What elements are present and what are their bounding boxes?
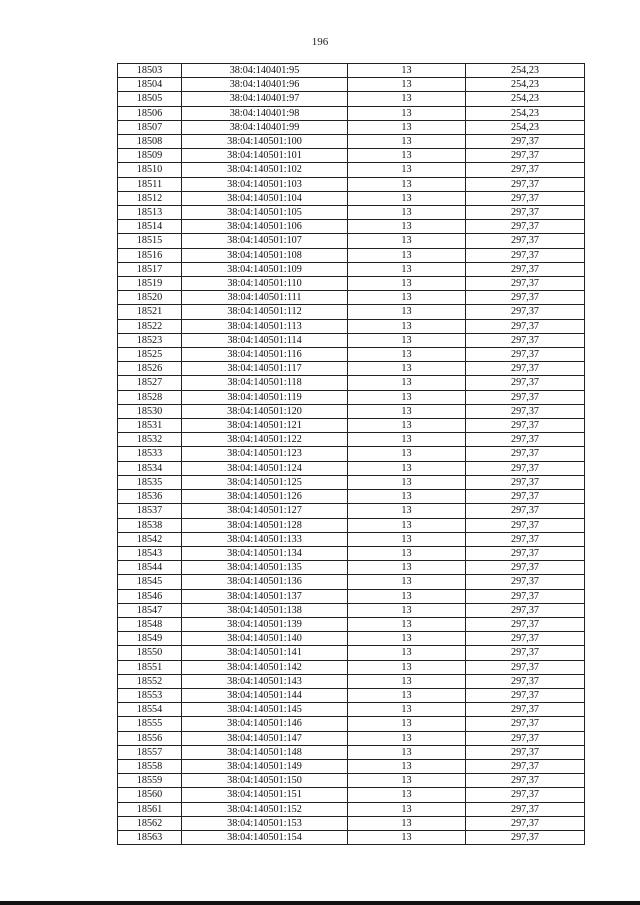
value-cell: 254,23 bbox=[466, 92, 585, 106]
table-row bbox=[118, 561, 585, 575]
table-row bbox=[118, 688, 585, 702]
cadastral-number-cell: 38:04:140401:99 bbox=[182, 120, 348, 134]
value-cell: 297,37 bbox=[466, 759, 585, 773]
row-number-cell: 18557 bbox=[118, 745, 182, 759]
cadastral-number-cell: 38:04:140501:137 bbox=[182, 589, 348, 603]
row-number-cell: 18555 bbox=[118, 717, 182, 731]
value-cell: 297,37 bbox=[466, 674, 585, 688]
table-row bbox=[118, 106, 585, 120]
code-cell: 13 bbox=[348, 234, 466, 248]
row-number-cell: 18509 bbox=[118, 149, 182, 163]
table-row bbox=[118, 731, 585, 745]
value-cell: 297,37 bbox=[466, 632, 585, 646]
table-row bbox=[118, 475, 585, 489]
value-cell: 297,37 bbox=[466, 376, 585, 390]
cadastral-number-cell: 38:04:140501:107 bbox=[182, 234, 348, 248]
code-cell: 13 bbox=[348, 248, 466, 262]
value-cell: 297,37 bbox=[466, 646, 585, 660]
code-cell: 13 bbox=[348, 447, 466, 461]
code-cell: 13 bbox=[348, 419, 466, 433]
row-number-cell: 18527 bbox=[118, 376, 182, 390]
cadastral-number-cell: 38:04:140501:106 bbox=[182, 220, 348, 234]
cadastral-number-cell: 38:04:140501:140 bbox=[182, 632, 348, 646]
value-cell: 254,23 bbox=[466, 78, 585, 92]
table-row bbox=[118, 390, 585, 404]
code-cell: 13 bbox=[348, 220, 466, 234]
cadastral-number-cell: 38:04:140501:112 bbox=[182, 305, 348, 319]
cadastral-number-cell: 38:04:140501:117 bbox=[182, 362, 348, 376]
row-number-cell: 18510 bbox=[118, 163, 182, 177]
table-row bbox=[118, 830, 585, 844]
table-row bbox=[118, 177, 585, 191]
table-row bbox=[118, 504, 585, 518]
code-cell: 13 bbox=[348, 830, 466, 844]
cadastral-number-cell: 38:04:140501:125 bbox=[182, 475, 348, 489]
cadastral-number-cell: 38:04:140501:124 bbox=[182, 461, 348, 475]
row-number-cell: 18544 bbox=[118, 561, 182, 575]
table-row bbox=[118, 816, 585, 830]
value-cell: 297,37 bbox=[466, 191, 585, 205]
row-number-cell: 18545 bbox=[118, 575, 182, 589]
row-number-cell: 18531 bbox=[118, 419, 182, 433]
code-cell: 13 bbox=[348, 106, 466, 120]
row-number-cell: 18515 bbox=[118, 234, 182, 248]
cadastral-number-cell: 38:04:140501:142 bbox=[182, 660, 348, 674]
table-row bbox=[118, 461, 585, 475]
code-cell: 13 bbox=[348, 660, 466, 674]
row-number-cell: 18551 bbox=[118, 660, 182, 674]
code-cell: 13 bbox=[348, 206, 466, 220]
code-cell: 13 bbox=[348, 674, 466, 688]
code-cell: 13 bbox=[348, 333, 466, 347]
table-row bbox=[118, 262, 585, 276]
row-number-cell: 18562 bbox=[118, 816, 182, 830]
cadastral-number-cell: 38:04:140501:103 bbox=[182, 177, 348, 191]
cadastral-number-cell: 38:04:140401:98 bbox=[182, 106, 348, 120]
code-cell: 13 bbox=[348, 688, 466, 702]
row-number-cell: 18520 bbox=[118, 291, 182, 305]
code-cell: 13 bbox=[348, 305, 466, 319]
cadastral-number-cell: 38:04:140401:97 bbox=[182, 92, 348, 106]
table-row bbox=[118, 802, 585, 816]
value-cell: 297,37 bbox=[466, 149, 585, 163]
code-cell: 13 bbox=[348, 191, 466, 205]
row-number-cell: 18507 bbox=[118, 120, 182, 134]
table-row bbox=[118, 490, 585, 504]
value-cell: 297,37 bbox=[466, 745, 585, 759]
code-cell: 13 bbox=[348, 816, 466, 830]
code-cell: 13 bbox=[348, 120, 466, 134]
value-cell: 297,37 bbox=[466, 333, 585, 347]
value-cell: 297,37 bbox=[466, 532, 585, 546]
value-cell: 297,37 bbox=[466, 135, 585, 149]
code-cell: 13 bbox=[348, 461, 466, 475]
cadastral-number-cell: 38:04:140501:135 bbox=[182, 561, 348, 575]
code-cell: 13 bbox=[348, 802, 466, 816]
value-cell: 297,37 bbox=[466, 788, 585, 802]
value-cell: 254,23 bbox=[466, 120, 585, 134]
row-number-cell: 18547 bbox=[118, 603, 182, 617]
row-number-cell: 18543 bbox=[118, 546, 182, 560]
table-row bbox=[118, 717, 585, 731]
table-row bbox=[118, 135, 585, 149]
value-cell: 297,37 bbox=[466, 248, 585, 262]
cadastral-number-cell: 38:04:140501:118 bbox=[182, 376, 348, 390]
table-row bbox=[118, 305, 585, 319]
cadastral-number-cell: 38:04:140501:147 bbox=[182, 731, 348, 745]
value-cell: 297,37 bbox=[466, 404, 585, 418]
value-cell: 297,37 bbox=[466, 206, 585, 220]
row-number-cell: 18563 bbox=[118, 830, 182, 844]
row-number-cell: 18533 bbox=[118, 447, 182, 461]
table-row bbox=[118, 362, 585, 376]
registry-table-body bbox=[118, 64, 585, 845]
value-cell: 297,37 bbox=[466, 617, 585, 631]
row-number-cell: 18519 bbox=[118, 277, 182, 291]
cadastral-number-cell: 38:04:140501:104 bbox=[182, 191, 348, 205]
table-row bbox=[118, 319, 585, 333]
code-cell: 13 bbox=[348, 788, 466, 802]
row-number-cell: 18556 bbox=[118, 731, 182, 745]
table-row bbox=[118, 163, 585, 177]
code-cell: 13 bbox=[348, 646, 466, 660]
table-row bbox=[118, 64, 585, 78]
table-row bbox=[118, 518, 585, 532]
value-cell: 297,37 bbox=[466, 163, 585, 177]
cadastral-number-cell: 38:04:140501:136 bbox=[182, 575, 348, 589]
code-cell: 13 bbox=[348, 703, 466, 717]
code-cell: 13 bbox=[348, 490, 466, 504]
scan-bottom-edge bbox=[0, 901, 640, 905]
value-cell: 297,37 bbox=[466, 177, 585, 191]
value-cell: 297,37 bbox=[466, 319, 585, 333]
cadastral-number-cell: 38:04:140501:145 bbox=[182, 703, 348, 717]
row-number-cell: 18537 bbox=[118, 504, 182, 518]
row-number-cell: 18542 bbox=[118, 532, 182, 546]
code-cell: 13 bbox=[348, 603, 466, 617]
table-row bbox=[118, 546, 585, 560]
row-number-cell: 18516 bbox=[118, 248, 182, 262]
value-cell: 297,37 bbox=[466, 575, 585, 589]
table-row bbox=[118, 120, 585, 134]
row-number-cell: 18558 bbox=[118, 759, 182, 773]
cadastral-number-cell: 38:04:140501:102 bbox=[182, 163, 348, 177]
row-number-cell: 18526 bbox=[118, 362, 182, 376]
table-row bbox=[118, 774, 585, 788]
table-row bbox=[118, 404, 585, 418]
code-cell: 13 bbox=[348, 64, 466, 78]
table-row bbox=[118, 660, 585, 674]
value-cell: 297,37 bbox=[466, 816, 585, 830]
value-cell: 254,23 bbox=[466, 106, 585, 120]
row-number-cell: 18530 bbox=[118, 404, 182, 418]
code-cell: 13 bbox=[348, 135, 466, 149]
value-cell: 297,37 bbox=[466, 830, 585, 844]
cadastral-number-cell: 38:04:140501:105 bbox=[182, 206, 348, 220]
value-cell: 297,37 bbox=[466, 546, 585, 560]
cadastral-number-cell: 38:04:140501:122 bbox=[182, 433, 348, 447]
code-cell: 13 bbox=[348, 759, 466, 773]
row-number-cell: 18517 bbox=[118, 262, 182, 276]
table-row bbox=[118, 788, 585, 802]
table-row bbox=[118, 149, 585, 163]
code-cell: 13 bbox=[348, 163, 466, 177]
table-row bbox=[118, 220, 585, 234]
table-row bbox=[118, 419, 585, 433]
value-cell: 297,37 bbox=[466, 447, 585, 461]
value-cell: 297,37 bbox=[466, 291, 585, 305]
row-number-cell: 18561 bbox=[118, 802, 182, 816]
table-row bbox=[118, 92, 585, 106]
code-cell: 13 bbox=[348, 774, 466, 788]
cadastral-number-cell: 38:04:140501:126 bbox=[182, 490, 348, 504]
table-row bbox=[118, 191, 585, 205]
value-cell: 297,37 bbox=[466, 262, 585, 276]
cadastral-number-cell: 38:04:140501:111 bbox=[182, 291, 348, 305]
value-cell: 254,23 bbox=[466, 64, 585, 78]
row-number-cell: 18503 bbox=[118, 64, 182, 78]
value-cell: 297,37 bbox=[466, 220, 585, 234]
code-cell: 13 bbox=[348, 319, 466, 333]
cadastral-number-cell: 38:04:140501:153 bbox=[182, 816, 348, 830]
cadastral-number-cell: 38:04:140501:134 bbox=[182, 546, 348, 560]
code-cell: 13 bbox=[348, 731, 466, 745]
value-cell: 297,37 bbox=[466, 731, 585, 745]
page-number: 196 bbox=[311, 36, 329, 48]
row-number-cell: 18514 bbox=[118, 220, 182, 234]
cadastral-number-cell: 38:04:140501:141 bbox=[182, 646, 348, 660]
code-cell: 13 bbox=[348, 390, 466, 404]
cadastral-number-cell: 38:04:140501:143 bbox=[182, 674, 348, 688]
row-number-cell: 18552 bbox=[118, 674, 182, 688]
row-number-cell: 18523 bbox=[118, 333, 182, 347]
value-cell: 297,37 bbox=[466, 277, 585, 291]
table-row bbox=[118, 291, 585, 305]
row-number-cell: 18535 bbox=[118, 475, 182, 489]
value-cell: 297,37 bbox=[466, 475, 585, 489]
cadastral-number-cell: 38:04:140501:127 bbox=[182, 504, 348, 518]
table-row bbox=[118, 745, 585, 759]
table-row bbox=[118, 575, 585, 589]
row-number-cell: 18522 bbox=[118, 319, 182, 333]
cadastral-number-cell: 38:04:140501:109 bbox=[182, 262, 348, 276]
cadastral-number-cell: 38:04:140501:150 bbox=[182, 774, 348, 788]
registry-table bbox=[117, 63, 585, 845]
row-number-cell: 18550 bbox=[118, 646, 182, 660]
code-cell: 13 bbox=[348, 561, 466, 575]
row-number-cell: 18559 bbox=[118, 774, 182, 788]
row-number-cell: 18504 bbox=[118, 78, 182, 92]
code-cell: 13 bbox=[348, 92, 466, 106]
code-cell: 13 bbox=[348, 277, 466, 291]
cadastral-number-cell: 38:04:140401:96 bbox=[182, 78, 348, 92]
row-number-cell: 18553 bbox=[118, 688, 182, 702]
cadastral-number-cell: 38:04:140501:114 bbox=[182, 333, 348, 347]
cadastral-number-cell: 38:04:140501:144 bbox=[182, 688, 348, 702]
value-cell: 297,37 bbox=[466, 490, 585, 504]
code-cell: 13 bbox=[348, 504, 466, 518]
value-cell: 297,37 bbox=[466, 589, 585, 603]
code-cell: 13 bbox=[348, 532, 466, 546]
row-number-cell: 18521 bbox=[118, 305, 182, 319]
table-row bbox=[118, 617, 585, 631]
code-cell: 13 bbox=[348, 177, 466, 191]
code-cell: 13 bbox=[348, 433, 466, 447]
value-cell: 297,37 bbox=[466, 774, 585, 788]
row-number-cell: 18512 bbox=[118, 191, 182, 205]
cadastral-number-cell: 38:04:140501:151 bbox=[182, 788, 348, 802]
value-cell: 297,37 bbox=[466, 348, 585, 362]
value-cell: 297,37 bbox=[466, 561, 585, 575]
row-number-cell: 18546 bbox=[118, 589, 182, 603]
cadastral-number-cell: 38:04:140501:119 bbox=[182, 390, 348, 404]
code-cell: 13 bbox=[348, 589, 466, 603]
row-number-cell: 18505 bbox=[118, 92, 182, 106]
value-cell: 297,37 bbox=[466, 717, 585, 731]
cadastral-number-cell: 38:04:140501:101 bbox=[182, 149, 348, 163]
code-cell: 13 bbox=[348, 632, 466, 646]
cadastral-number-cell: 38:04:140501:128 bbox=[182, 518, 348, 532]
table-row bbox=[118, 277, 585, 291]
code-cell: 13 bbox=[348, 291, 466, 305]
table-row bbox=[118, 248, 585, 262]
value-cell: 297,37 bbox=[466, 518, 585, 532]
value-cell: 297,37 bbox=[466, 660, 585, 674]
value-cell: 297,37 bbox=[466, 802, 585, 816]
row-number-cell: 18508 bbox=[118, 135, 182, 149]
row-number-cell: 18554 bbox=[118, 703, 182, 717]
table-row bbox=[118, 759, 585, 773]
cadastral-number-cell: 38:04:140501:120 bbox=[182, 404, 348, 418]
cadastral-number-cell: 38:04:140401:95 bbox=[182, 64, 348, 78]
cadastral-number-cell: 38:04:140501:138 bbox=[182, 603, 348, 617]
row-number-cell: 18549 bbox=[118, 632, 182, 646]
row-number-cell: 18560 bbox=[118, 788, 182, 802]
value-cell: 297,37 bbox=[466, 603, 585, 617]
row-number-cell: 18525 bbox=[118, 348, 182, 362]
value-cell: 297,37 bbox=[466, 234, 585, 248]
value-cell: 297,37 bbox=[466, 504, 585, 518]
table-row bbox=[118, 333, 585, 347]
code-cell: 13 bbox=[348, 149, 466, 163]
row-number-cell: 18536 bbox=[118, 490, 182, 504]
cadastral-number-cell: 38:04:140501:133 bbox=[182, 532, 348, 546]
row-number-cell: 18513 bbox=[118, 206, 182, 220]
table-row bbox=[118, 532, 585, 546]
row-number-cell: 18506 bbox=[118, 106, 182, 120]
code-cell: 13 bbox=[348, 348, 466, 362]
cadastral-number-cell: 38:04:140501:123 bbox=[182, 447, 348, 461]
cadastral-number-cell: 38:04:140501:148 bbox=[182, 745, 348, 759]
code-cell: 13 bbox=[348, 745, 466, 759]
cadastral-number-cell: 38:04:140501:139 bbox=[182, 617, 348, 631]
value-cell: 297,37 bbox=[466, 703, 585, 717]
row-number-cell: 18538 bbox=[118, 518, 182, 532]
table-row bbox=[118, 206, 585, 220]
row-number-cell: 18511 bbox=[118, 177, 182, 191]
cadastral-number-cell: 38:04:140501:116 bbox=[182, 348, 348, 362]
cadastral-number-cell: 38:04:140501:149 bbox=[182, 759, 348, 773]
table-row bbox=[118, 603, 585, 617]
table-row bbox=[118, 703, 585, 717]
code-cell: 13 bbox=[348, 546, 466, 560]
code-cell: 13 bbox=[348, 475, 466, 489]
value-cell: 297,37 bbox=[466, 305, 585, 319]
cadastral-number-cell: 38:04:140501:121 bbox=[182, 419, 348, 433]
code-cell: 13 bbox=[348, 575, 466, 589]
row-number-cell: 18532 bbox=[118, 433, 182, 447]
table-row bbox=[118, 433, 585, 447]
code-cell: 13 bbox=[348, 717, 466, 731]
code-cell: 13 bbox=[348, 518, 466, 532]
table-row bbox=[118, 632, 585, 646]
table-row bbox=[118, 646, 585, 660]
table-row bbox=[118, 589, 585, 603]
table-row bbox=[118, 447, 585, 461]
table-row bbox=[118, 348, 585, 362]
code-cell: 13 bbox=[348, 617, 466, 631]
code-cell: 13 bbox=[348, 404, 466, 418]
cadastral-number-cell: 38:04:140501:110 bbox=[182, 277, 348, 291]
cadastral-number-cell: 38:04:140501:146 bbox=[182, 717, 348, 731]
value-cell: 297,37 bbox=[466, 390, 585, 404]
cadastral-number-cell: 38:04:140501:100 bbox=[182, 135, 348, 149]
cadastral-number-cell: 38:04:140501:154 bbox=[182, 830, 348, 844]
value-cell: 297,37 bbox=[466, 362, 585, 376]
table-row bbox=[118, 78, 585, 92]
cadastral-number-cell: 38:04:140501:152 bbox=[182, 802, 348, 816]
code-cell: 13 bbox=[348, 362, 466, 376]
row-number-cell: 18534 bbox=[118, 461, 182, 475]
code-cell: 13 bbox=[348, 78, 466, 92]
value-cell: 297,37 bbox=[466, 433, 585, 447]
row-number-cell: 18528 bbox=[118, 390, 182, 404]
table-row bbox=[118, 234, 585, 248]
cadastral-number-cell: 38:04:140501:108 bbox=[182, 248, 348, 262]
value-cell: 297,37 bbox=[466, 461, 585, 475]
code-cell: 13 bbox=[348, 262, 466, 276]
code-cell: 13 bbox=[348, 376, 466, 390]
cadastral-number-cell: 38:04:140501:113 bbox=[182, 319, 348, 333]
table-row bbox=[118, 376, 585, 390]
value-cell: 297,37 bbox=[466, 419, 585, 433]
row-number-cell: 18548 bbox=[118, 617, 182, 631]
value-cell: 297,37 bbox=[466, 688, 585, 702]
table-row bbox=[118, 674, 585, 688]
